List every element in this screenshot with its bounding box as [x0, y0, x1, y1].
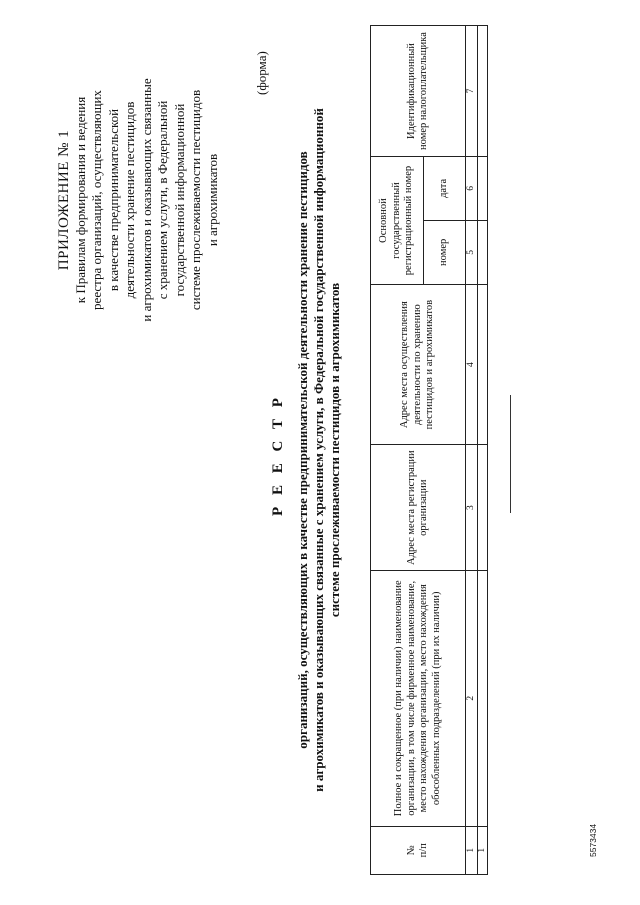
appendix-line: и агрохимикатов — [204, 153, 220, 247]
table-cell — [478, 220, 488, 284]
appendix-line: деятельности хранение пестицидов — [122, 101, 137, 299]
heading-line: системе прослеживаемости пестицидов и агрохимикатов — [327, 282, 342, 618]
heading-line: и агрохимикатов и оказывающих связанные с хранением услуги, в Федеральной государственной информационной — [311, 108, 326, 792]
appendix-line: в качестве предпринимательской — [105, 108, 121, 292]
column-number: 3 — [466, 445, 478, 571]
document-title: Р Е Е С Т Р — [270, 394, 286, 516]
column-number: 6 — [466, 157, 478, 221]
appendix-block — [56, 50, 221, 350]
document-number: 5573434 — [588, 823, 598, 857]
header-reg-address: Адрес места регистрации организации — [371, 445, 466, 571]
table-cell — [478, 157, 488, 221]
table-cell: 1 — [478, 826, 488, 874]
column-number: 5 — [466, 220, 478, 284]
column-number: 1 — [466, 826, 478, 874]
appendix-line: государственной информационной — [171, 103, 187, 297]
header-ogrn-date: дата — [424, 157, 466, 221]
table-row — [478, 26, 488, 875]
column-number: 7 — [466, 26, 478, 157]
heading-line: организаций, осуществляющих в качестве предпринимательской деятельности хранение пестицидов — [295, 151, 310, 749]
appendix-line: и агрохимикатов и оказывающих связанные — [138, 78, 154, 322]
table-header-row — [371, 26, 424, 875]
appendix-line: системе прослеживаемости пестицидов — [188, 89, 203, 311]
header-name: Полное и сокращенное (при наличии) наименование организации, в том числе фирменное наименование, место нахождения организации, место нахождения обособленных подразделений (при их наличии) — [371, 571, 466, 826]
document-heading — [295, 70, 343, 830]
appendix-title: ПРИЛОЖЕНИЕ № 1 — [56, 129, 72, 271]
header-ogrn: Основной государственный регистрационный номер — [371, 157, 424, 285]
appendix-line: к Правилам формирования и ведения — [72, 96, 88, 304]
header-inn: Идентификационный номер налогоплательщика — [371, 26, 466, 157]
appendix-line: с хранением услуги, в Федеральной — [155, 100, 170, 300]
header-ogrn-number: номер — [424, 220, 466, 284]
table-cell — [478, 285, 488, 445]
column-number: 4 — [466, 285, 478, 445]
table-cell — [478, 571, 488, 826]
column-number-row — [466, 26, 478, 875]
appendix-line: реестра организаций, осуществляющих — [89, 90, 104, 310]
table-cell — [478, 445, 488, 571]
form-label: (форма) — [254, 51, 269, 95]
registry-table — [370, 25, 488, 875]
header-activity-address: Адрес места осуществления деятельности по хранению пестицидов и агрохимикатов — [371, 285, 466, 445]
divider-line — [510, 395, 511, 513]
table-cell — [478, 26, 488, 157]
header-num: № п/п — [371, 826, 466, 874]
column-number: 2 — [466, 571, 478, 826]
